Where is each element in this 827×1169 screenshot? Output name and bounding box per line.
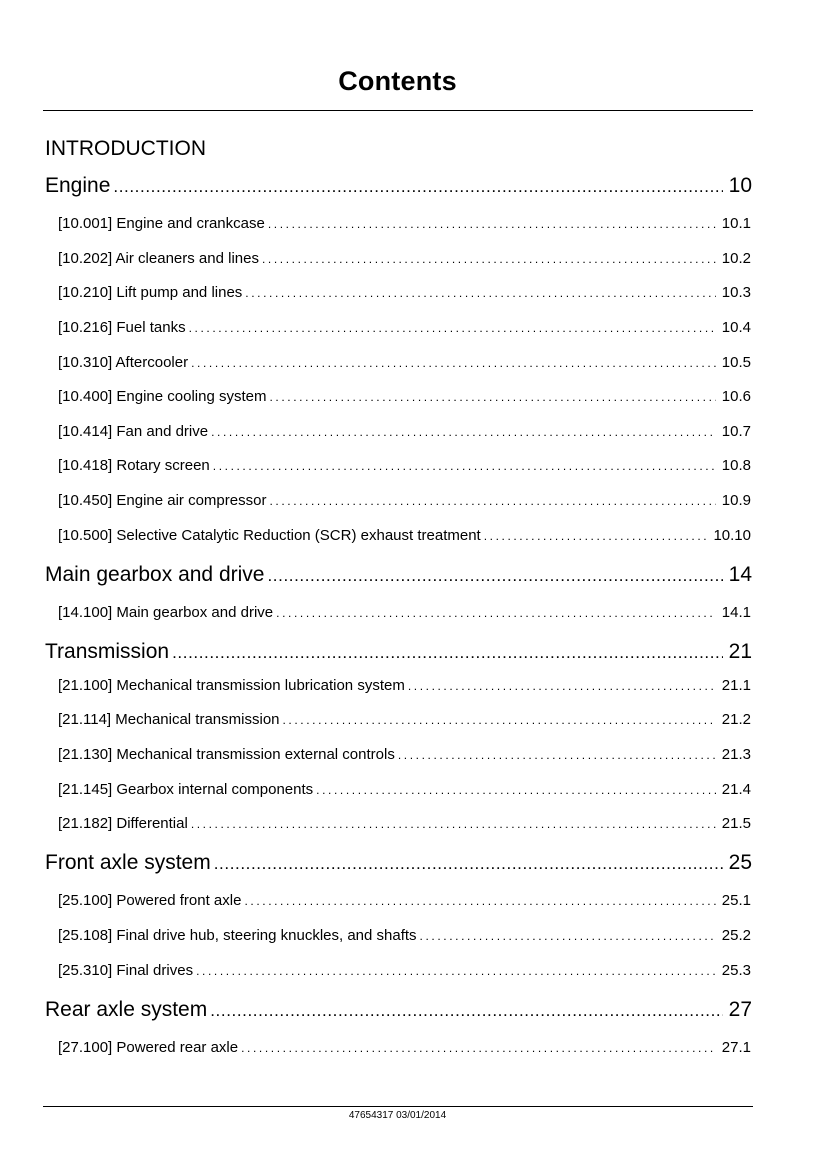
toc-entry-page: 21.4 [721, 781, 751, 798]
toc-entry-page: 10.9 [721, 492, 751, 509]
toc-entry-page: 21.5 [721, 815, 751, 832]
toc-entry-page: 25.3 [721, 962, 751, 979]
toc-chapter-entry[interactable] [45, 174, 752, 198]
toc-entry-label: [21.130] Mechanical transmission external controls [58, 746, 395, 763]
dot-leader [113, 177, 722, 197]
toc-entry-label: [10.414] Fan and drive [58, 423, 209, 440]
dot-leader [196, 964, 716, 978]
toc-entry-page: 10.6 [721, 388, 751, 405]
toc-chapter-entry[interactable] [45, 851, 752, 875]
toc-entry-page: 25.1 [721, 892, 751, 909]
toc-section-entry[interactable] [58, 677, 751, 694]
toc-entry-page: 10.1 [721, 215, 751, 232]
dot-leader [398, 748, 716, 762]
toc-entry-page: 25.2 [721, 927, 751, 944]
toc-entry-label: [10.216] Fuel tanks [58, 319, 186, 336]
toc-entry-label: [25.310] Final drives [58, 962, 194, 979]
toc-entry-page: 10.5 [721, 354, 751, 371]
toc-entry-page: 27 [728, 998, 752, 1021]
toc-section-entry[interactable] [58, 492, 751, 509]
toc-entry-page: 10.7 [721, 423, 751, 440]
toc-entry-label: [10.400] Engine cooling system [58, 388, 267, 405]
toc-entry-label: [10.210] Lift pump and lines [58, 284, 243, 301]
toc-chapter-entry[interactable] [45, 640, 752, 664]
dot-leader [420, 929, 716, 943]
toc-entry-label: [10.418] Rotary screen [58, 457, 210, 474]
toc-entry-label: [21.182] Differential [58, 815, 188, 832]
toc-entry-page: 10.8 [721, 457, 751, 474]
dot-leader [210, 1001, 722, 1021]
dot-leader [189, 321, 716, 335]
intro-heading: INTRODUCTION [45, 137, 206, 160]
toc-section-entry[interactable] [58, 319, 751, 336]
dot-leader [211, 425, 716, 439]
toc-section-entry[interactable] [58, 746, 751, 763]
page-title: Contents [338, 66, 457, 96]
toc-entry-page: 21 [728, 640, 752, 663]
dot-leader [172, 643, 723, 663]
dot-leader [268, 217, 716, 231]
toc-entry-page: 10.4 [721, 319, 751, 336]
toc-entry-label: [27.100] Powered rear axle [58, 1039, 239, 1056]
toc-entry-label: [25.100] Powered front axle [58, 892, 242, 909]
toc-entry-label: [21.114] Mechanical transmission [58, 711, 280, 728]
toc-section-entry[interactable] [58, 927, 751, 944]
toc-entry-page: 21.3 [721, 746, 751, 763]
toc-section-entry[interactable] [58, 604, 751, 621]
toc-section-entry[interactable] [58, 215, 751, 232]
toc-section-entry[interactable] [58, 815, 751, 832]
toc-entry-page: 21.1 [721, 677, 751, 694]
dot-leader [244, 894, 715, 908]
toc-entry-label: Transmission [45, 640, 170, 663]
toc-section-entry[interactable] [58, 892, 751, 909]
toc-section-entry[interactable] [58, 711, 751, 728]
toc-entry-page: 10.2 [721, 250, 751, 267]
toc-entry-label: [21.100] Mechanical transmission lubrication system [58, 677, 405, 694]
title-divider [43, 110, 753, 111]
toc-entry-page: 10.3 [721, 284, 751, 301]
toc-entry-page: 25 [728, 851, 752, 874]
dot-leader [276, 606, 716, 620]
toc-entry-label: [21.145] Gearbox internal components [58, 781, 314, 798]
dot-leader [191, 356, 716, 370]
toc-entry-page: 21.2 [721, 711, 751, 728]
toc-entry-label: [25.108] Final drive hub, steering knuckles, and shafts [58, 927, 417, 944]
toc-entry-page: 14 [728, 563, 752, 586]
toc-section-entry[interactable] [58, 1039, 751, 1056]
toc-section-entry[interactable] [58, 423, 751, 440]
dot-leader [241, 1041, 716, 1055]
toc-entry-label: Main gearbox and drive [45, 563, 265, 586]
toc-section-entry[interactable] [58, 527, 751, 544]
toc-entry-page: 27.1 [721, 1039, 751, 1056]
footer-doc-id: 47654317 03/01/2014 [348, 1110, 447, 1121]
toc-section-entry[interactable] [58, 962, 751, 979]
dot-leader [213, 459, 716, 473]
toc-chapter-entry[interactable] [45, 563, 752, 587]
toc-section-entry[interactable] [58, 354, 751, 371]
dot-leader [191, 817, 716, 831]
toc-section-entry[interactable] [58, 284, 751, 301]
dot-leader [267, 566, 722, 586]
toc-entry-label: [10.500] Selective Catalytic Reduction (SCR) exhaust treatment [58, 527, 481, 544]
toc-entry-page: 10.10 [713, 527, 751, 544]
toc-entry-label: [10.310] Aftercooler [58, 354, 189, 371]
toc-entry-label: Engine [45, 174, 111, 197]
toc-entry-label: Rear axle system [45, 998, 208, 1021]
toc-section-entry[interactable] [58, 250, 751, 267]
toc-section-entry[interactable] [58, 781, 751, 798]
dot-leader [269, 390, 715, 404]
toc-entry-label: [14.100] Main gearbox and drive [58, 604, 274, 621]
toc-entry-page: 10 [728, 174, 752, 197]
dot-leader [245, 286, 716, 300]
toc-entry-label: Front axle system [45, 851, 211, 874]
footer-divider [43, 1106, 753, 1107]
dot-leader [316, 783, 716, 797]
dot-leader [214, 854, 723, 874]
toc-entry-label: [10.202] Air cleaners and lines [58, 250, 259, 267]
toc-chapter-entry[interactable] [45, 998, 752, 1022]
dot-leader [408, 679, 716, 693]
dot-leader [262, 252, 716, 266]
dot-leader [484, 529, 708, 543]
dot-leader [283, 713, 716, 727]
toc-section-entry[interactable] [58, 388, 751, 405]
dot-leader [269, 494, 715, 508]
toc-entry-page: 14.1 [721, 604, 751, 621]
toc-entry-label: [10.001] Engine and crankcase [58, 215, 265, 232]
toc-entry-label: [10.450] Engine air compressor [58, 492, 267, 509]
toc-section-entry[interactable] [58, 457, 751, 474]
